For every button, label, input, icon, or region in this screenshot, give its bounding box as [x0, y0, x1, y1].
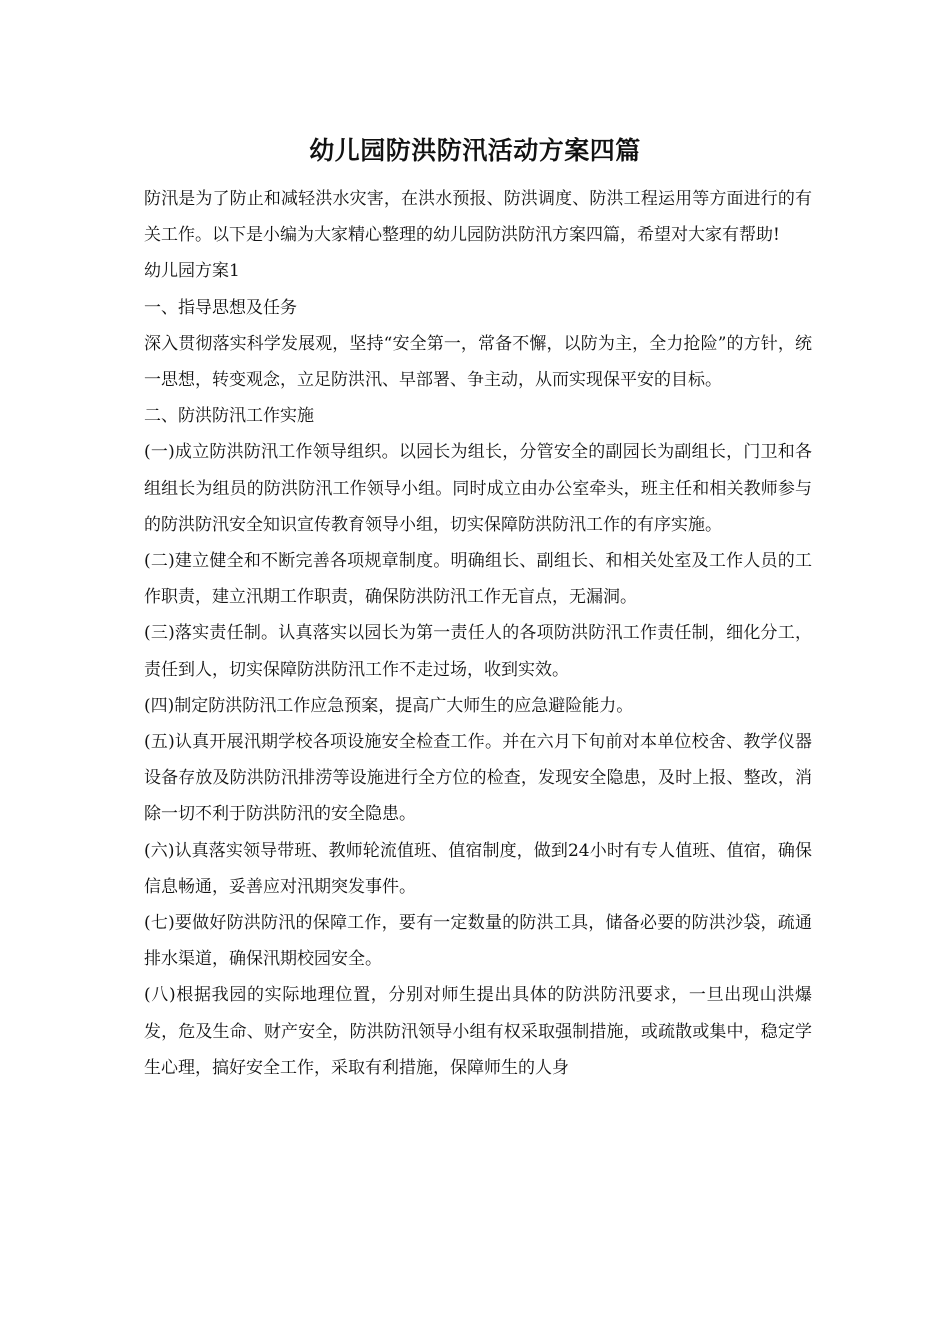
item-1-leadership: (一)成立防洪防汛工作领导组织。以园长为组长，分管安全的副园长为副组长，门卫和各组组长为组员的防洪防汛工作领导小组。同时成立由办公室牵头，班主任和相关教师参与的防洪防汛安全知识宣传教育领导小组，切实保障防洪防汛工作的有序实施。 — [144, 442, 812, 535]
item-2-rules: (二)建立健全和不断完善各项规章制度。明确组长、副组长、和相关处室及工作人员的工作职责，建立汛期工作职责，确保防洪防汛工作无盲点，无漏洞。 — [144, 551, 812, 608]
document-body — [144, 181, 812, 1086]
item-6-duty: (六)认真落实领导带班、教师轮流值班、值宿制度，做到24小时有专人值班、值宿，确保信息畅通，妥善应对汛期突发事件。 — [144, 840, 812, 897]
item-4-emergency-plan: (四)制定防洪防汛工作应急预案，提高广大师生的应急避险能力。 — [144, 695, 634, 716]
document-title: 幼儿园防洪防汛活动方案四篇 — [309, 136, 641, 165]
item-3-responsibility: (三)落实责任制。认真落实以园长为第一责任人的各项防洪防汛工作责任制，细化分工，责任到人，切实保障防洪防汛工作不走过场，收到实效。 — [144, 623, 812, 680]
heading-guiding-ideology: 一、指导思想及任务 — [144, 297, 297, 318]
item-7-supplies: (七)要做好防洪防汛的保障工作，要有一定数量的防洪工具，储备必要的防洪沙袋，疏通排水渠道，确保汛期校园安全。 — [144, 913, 812, 970]
item-5-inspection: (五)认真开展汛期学校各项设施安全检查工作。并在六月下旬前对本单位校舍、教学仪器设备存放及防洪防汛排涝等设施进行全方位的检查，发现安全隐患，及时上报、整改，消除一切不利于防洪防汛的安全隐患。 — [144, 732, 812, 825]
intro-paragraph: 防汛是为了防止和减轻洪水灾害，在洪水预报、防洪调度、防洪工程运用等方面进行的有关工作。以下是小编为大家精心整理的幼儿园防洪防汛方案四篇，希望对大家有帮助! — [144, 189, 812, 246]
heading-implementation: 二、防洪防汛工作实施 — [144, 406, 314, 427]
item-8-location: (八)根据我园的实际地理位置，分别对师生提出具体的防洪防汛要求，一旦出现山洪爆发，危及生命、财产安全，防洪防汛领导小组有权采取强制措施，或疏散或集中，稳定学生心理，搞好安全工作，采取有利措施，保障师生的人身 — [144, 985, 812, 1078]
section-heading-plan-1: 幼儿园方案1 — [144, 261, 240, 282]
paragraph-guiding-ideology: 深入贯彻落实科学发展观，坚持“安全第一，常备不懈，以防为主，全力抢险”的方针，统一思想，转变观念，立足防洪汛、早部署、争主动，从而实现保平安的目标。 — [144, 333, 812, 391]
